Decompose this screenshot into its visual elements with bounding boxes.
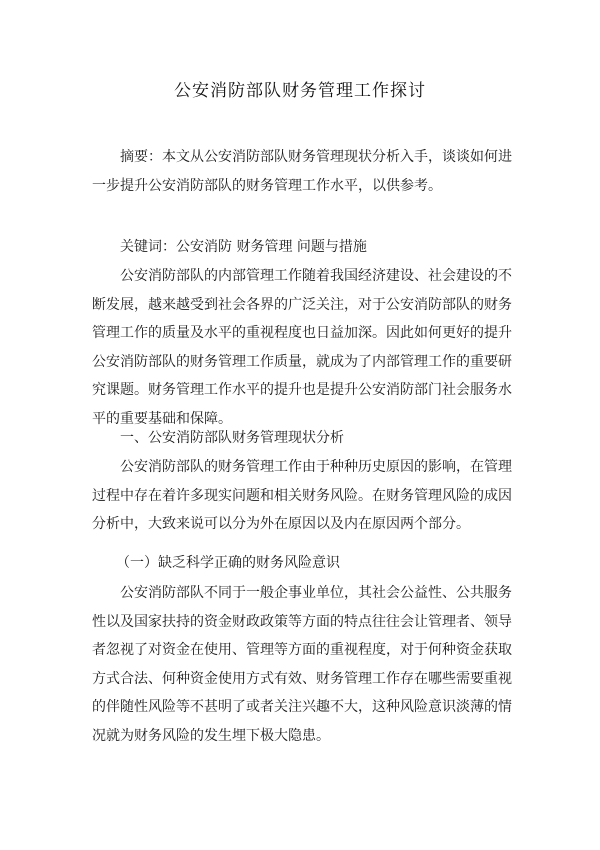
body-paragraph-1 xyxy=(92,262,512,433)
paragraph-text: 公安消防部队的财务管理工作由于种种历史原因的影响，在管理过程中存在着许多现实问题和相关财务风险。在财务管理风险的成因分析中，大致来说可以分为外在原因以及内在原因两个部分。 xyxy=(92,459,512,532)
keywords-text: 关键词：公安消防 财务管理 问题与措施 xyxy=(120,239,367,255)
paragraph-text: 公安消防部队不同于一般企事业单位，其社会公益性、公共服务性以及国家扶持的资金财政政策等方面的特点往往会让管理者、领导者忽视了对资金在使用、管理等方面的重视程度，对于何种资金获取方式合法、何种资金使用方式有效、财务管理工作存在哪些需要重视的伴随性风险等不甚明了或者关注兴趣不大，这种风险意识淡薄的情况就为财务风险的发生埋下极大隐患。 xyxy=(92,585,512,744)
abstract-paragraph xyxy=(92,143,512,200)
section-heading-1: 一、公安消防部队财务管理现状分析 xyxy=(120,430,344,446)
page-title: 公安消防部队财务管理工作探讨 xyxy=(174,81,426,101)
paragraph-text: 公安消防部队的内部管理工作随着我国经济建设、社会建设的不断发展，越来越受到社会各界的广泛关注，对于公安消防部队的财务管理工作的质量及水平的重视程度也日益加深。因此如何更好的提升公安消防部队的财务管理工作质量，就成为了内部管理工作的重要研究课题。财务管理工作水平的提升也是提升公安消防部门社会服务水平的重要基础和保障。 xyxy=(92,268,512,427)
abstract-text: 摘要：本文从公安消防部队财务管理现状分析入手，谈谈如何进一步提升公安消防部队的财务管理工作水平，以供参考。 xyxy=(92,149,512,194)
body-paragraph-3 xyxy=(92,579,512,750)
keywords-line xyxy=(92,233,512,262)
body-paragraph-2 xyxy=(92,453,512,539)
subsection-heading-1: （一）缺乏科学正确的财务风险意识 xyxy=(116,555,340,571)
